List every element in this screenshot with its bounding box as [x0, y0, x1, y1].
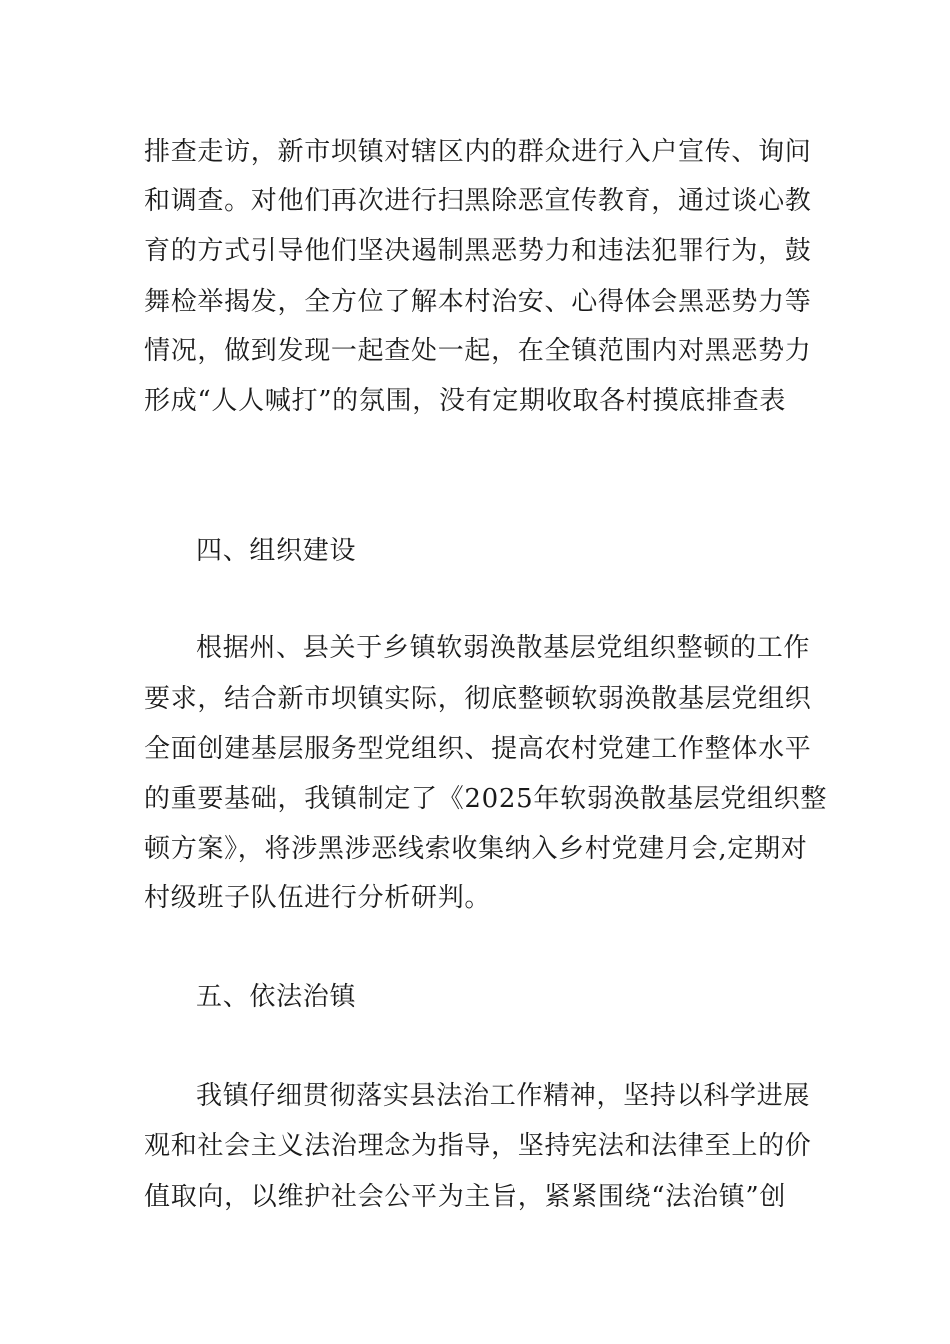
paragraph-line: 形成“人人喊打”的氛围，没有定期收取各村摸底排查表: [144, 386, 787, 416]
paragraph-line: 舞检举揭发，全方位了解本村治安、心得体会黑恶势力等: [144, 287, 812, 317]
paragraph-line: 的重要基础，我镇制定了《2025年软弱涣散基层党组织整: [144, 784, 828, 814]
paragraph-line: 村级班子队伍进行分析研判。: [144, 883, 492, 913]
paragraph-line: 观和社会主义法治理念为指导，坚持宪法和法律至上的价: [144, 1131, 812, 1161]
paragraph-line: 值取向，以维护社会公平为主旨，紧紧围绕“法治镇”创: [144, 1182, 787, 1212]
paragraph-line: 我镇仔细贯彻落实县法治工作精神，坚持以科学进展: [196, 1081, 811, 1111]
section-heading: 四、组织建设: [196, 536, 357, 566]
paragraph-line: 要求，结合新市坝镇实际，彻底整顿软弱涣散基层党组织: [144, 684, 812, 714]
paragraph-line: 全面创建基层服务型党组织、提高农村党建工作整体水平: [144, 734, 812, 764]
paragraph-line: 排查走访，新市坝镇对辖区内的群众进行入户宣传、询问: [144, 137, 812, 167]
paragraph-line: 情况，做到发现一起查处一起，在全镇范围内对黑恶势力: [144, 336, 812, 366]
paragraph-line: 根据州、县关于乡镇软弱涣散基层党组织整顿的工作: [196, 633, 811, 663]
paragraph-line: 和调查。对他们再次进行扫黑除恶宣传教育，通过谈心教: [144, 186, 812, 216]
paragraph-line: 育的方式引导他们坚决遏制黑恶势力和违法犯罪行为，鼓: [144, 236, 812, 266]
section-heading: 五、依法治镇: [196, 982, 357, 1012]
paragraph-line: 顿方案》，将涉黑涉恶线索收集纳入乡村党建月会,定期对: [144, 834, 808, 864]
